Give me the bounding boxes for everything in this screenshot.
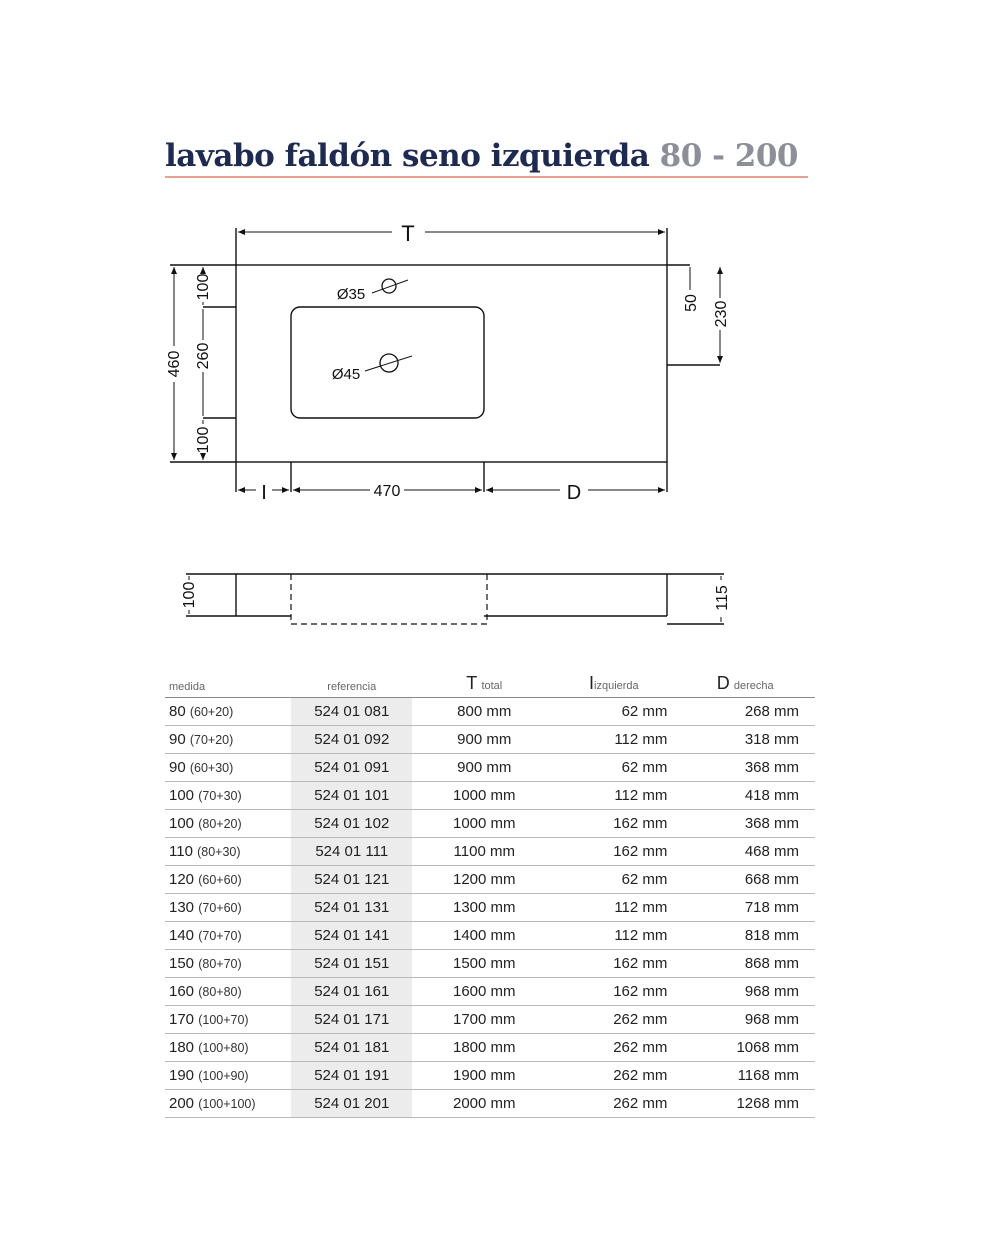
medida-value: 200 (169, 1095, 195, 1112)
dim-50-label: 50 (683, 294, 700, 312)
cell-total: 1000 mm (412, 810, 556, 838)
cell-derecha: 1168 mm (687, 1062, 815, 1090)
cell-referencia: 524 01 131 (291, 894, 412, 922)
cell-derecha: 368 mm (687, 754, 815, 782)
medida-split: (100+90) (198, 1069, 249, 1083)
cell-total: 1000 mm (412, 782, 556, 810)
title-main: lavabo faldón seno izquierda (165, 138, 650, 174)
cell-derecha: 468 mm (687, 838, 815, 866)
header-T: T total (412, 668, 556, 698)
cell-referencia: 524 01 121 (291, 866, 412, 894)
medida-split: (60+30) (189, 761, 234, 775)
cell-derecha: 268 mm (687, 698, 815, 726)
table-row (165, 698, 815, 726)
medida-value: 90 (169, 759, 186, 776)
medida-split: (60+20) (189, 705, 234, 719)
cell-medida (165, 950, 291, 978)
elev-115-label: 115 (714, 585, 731, 611)
cell-total: 1700 mm (412, 1006, 556, 1034)
cell-referencia: 524 01 171 (291, 1006, 412, 1034)
medida-split: (70+20) (189, 733, 234, 747)
medida-value: 80 (169, 703, 186, 720)
cell-referencia: 524 01 092 (291, 726, 412, 754)
cell-izquierda: 262 mm (556, 1034, 687, 1062)
cell-medida (165, 1062, 291, 1090)
cell-referencia: 524 01 161 (291, 978, 412, 1006)
table-row (165, 1006, 815, 1034)
cell-izquierda: 162 mm (556, 838, 687, 866)
header-medida: medida (165, 668, 291, 698)
medida-split: (100+100) (198, 1097, 256, 1111)
hole-35-label: Ø35 (336, 286, 366, 303)
medida-split: (100+80) (198, 1041, 249, 1055)
dim-470-label: 470 (373, 483, 401, 500)
cell-medida (165, 1006, 291, 1034)
cell-medida (165, 978, 291, 1006)
cell-derecha: 318 mm (687, 726, 815, 754)
cell-referencia: 524 01 101 (291, 782, 412, 810)
dim-100-top-label: 100 (195, 273, 212, 301)
cell-total: 1400 mm (412, 922, 556, 950)
cell-izquierda: 62 mm (556, 754, 687, 782)
cell-total: 1100 mm (412, 838, 556, 866)
table-row (165, 754, 815, 782)
cell-total: 1200 mm (412, 866, 556, 894)
cell-medida (165, 894, 291, 922)
elevation-view (186, 574, 724, 624)
cell-derecha: 968 mm (687, 978, 815, 1006)
cell-izquierda: 262 mm (556, 1062, 687, 1090)
tap-hole-circle (382, 279, 396, 293)
cell-medida (165, 782, 291, 810)
cell-total: 1600 mm (412, 978, 556, 1006)
table-header-row (165, 668, 815, 698)
cell-izquierda: 162 mm (556, 978, 687, 1006)
table-row (165, 1090, 815, 1118)
basin-outline (291, 307, 484, 418)
medida-value: 110 (169, 843, 193, 860)
title-range: 80 - 200 (659, 138, 798, 174)
cell-referencia: 524 01 111 (291, 838, 412, 866)
table-row (165, 894, 815, 922)
cell-total: 1300 mm (412, 894, 556, 922)
cell-izquierda: 262 mm (556, 1090, 687, 1118)
medida-split: (80+80) (198, 985, 242, 999)
countertop-outline (236, 265, 667, 462)
cell-medida (165, 726, 291, 754)
cell-referencia: 524 01 091 (291, 754, 412, 782)
medida-split: (70+70) (198, 929, 242, 943)
cell-izquierda: 162 mm (556, 950, 687, 978)
cell-derecha: 868 mm (687, 950, 815, 978)
medida-value: 170 (169, 1011, 195, 1028)
medida-split: (100+70) (198, 1013, 249, 1027)
table-row (165, 782, 815, 810)
hole-45-label: Ø45 (331, 366, 361, 383)
table-row (165, 838, 815, 866)
cell-medida (165, 1034, 291, 1062)
cell-medida (165, 754, 291, 782)
cell-izquierda: 112 mm (556, 782, 687, 810)
cell-referencia: 524 01 151 (291, 950, 412, 978)
header-I: Iizquierda (556, 668, 687, 698)
cell-total: 1500 mm (412, 950, 556, 978)
dim-230-label: 230 (713, 300, 730, 328)
table-row (165, 866, 815, 894)
table-row (165, 922, 815, 950)
cell-derecha: 418 mm (687, 782, 815, 810)
cell-izquierda: 112 mm (556, 726, 687, 754)
cell-total: 800 mm (412, 698, 556, 726)
elev-100-label: 100 (181, 581, 198, 609)
cell-izquierda: 112 mm (556, 894, 687, 922)
cell-izquierda: 162 mm (556, 810, 687, 838)
cell-medida (165, 810, 291, 838)
cell-medida (165, 838, 291, 866)
dim-I-label: I (261, 482, 267, 504)
cell-derecha: 668 mm (687, 866, 815, 894)
cell-derecha: 1068 mm (687, 1034, 815, 1062)
cell-total: 2000 mm (412, 1090, 556, 1118)
cell-referencia: 524 01 102 (291, 810, 412, 838)
cell-referencia: 524 01 141 (291, 922, 412, 950)
cell-total: 900 mm (412, 754, 556, 782)
medida-value: 160 (169, 983, 195, 1000)
header-referencia: referencia (291, 668, 412, 698)
cell-izquierda: 262 mm (556, 1006, 687, 1034)
medida-value: 140 (169, 927, 195, 944)
medida-split: (80+20) (198, 817, 242, 831)
cell-derecha: 968 mm (687, 1006, 815, 1034)
specs-table (165, 668, 815, 1118)
medida-split: (60+60) (198, 873, 242, 887)
dim-100-bottom-label: 100 (195, 426, 212, 454)
table-row (165, 726, 815, 754)
cell-total: 900 mm (412, 726, 556, 754)
medida-value: 100 (169, 815, 195, 832)
medida-split: (70+30) (198, 789, 242, 803)
dim-460-label: 460 (166, 350, 183, 378)
header-D: D derecha (687, 668, 815, 698)
medida-split: (80+30) (197, 845, 241, 859)
dim-D-label: D (566, 482, 582, 504)
cell-referencia: 524 01 191 (291, 1062, 412, 1090)
table-row (165, 1034, 815, 1062)
medida-value: 180 (169, 1039, 195, 1056)
medida-value: 150 (169, 955, 195, 972)
medida-value: 120 (169, 871, 195, 888)
cell-izquierda: 62 mm (556, 698, 687, 726)
table-row (165, 950, 815, 978)
cell-referencia: 524 01 181 (291, 1034, 412, 1062)
medida-value: 190 (169, 1067, 195, 1084)
cell-izquierda: 62 mm (556, 866, 687, 894)
medida-value: 130 (169, 899, 195, 916)
dim-T-label: T (401, 221, 415, 246)
cell-derecha: 718 mm (687, 894, 815, 922)
cell-derecha: 1268 mm (687, 1090, 815, 1118)
cell-derecha: 368 mm (687, 810, 815, 838)
cell-izquierda: 112 mm (556, 922, 687, 950)
medida-value: 100 (169, 787, 195, 804)
cell-medida (165, 866, 291, 894)
cell-total: 1800 mm (412, 1034, 556, 1062)
dim-260-label: 260 (195, 342, 212, 370)
cell-medida (165, 922, 291, 950)
medida-split: (70+60) (198, 901, 242, 915)
table-row (165, 810, 815, 838)
cell-referencia: 524 01 081 (291, 698, 412, 726)
medida-value: 90 (169, 731, 186, 748)
table-row (165, 978, 815, 1006)
cell-total: 1900 mm (412, 1062, 556, 1090)
cell-derecha: 818 mm (687, 922, 815, 950)
medida-split: (80+70) (198, 957, 242, 971)
cell-medida (165, 1090, 291, 1118)
cell-medida (165, 698, 291, 726)
cell-referencia: 524 01 201 (291, 1090, 412, 1118)
table-row (165, 1062, 815, 1090)
